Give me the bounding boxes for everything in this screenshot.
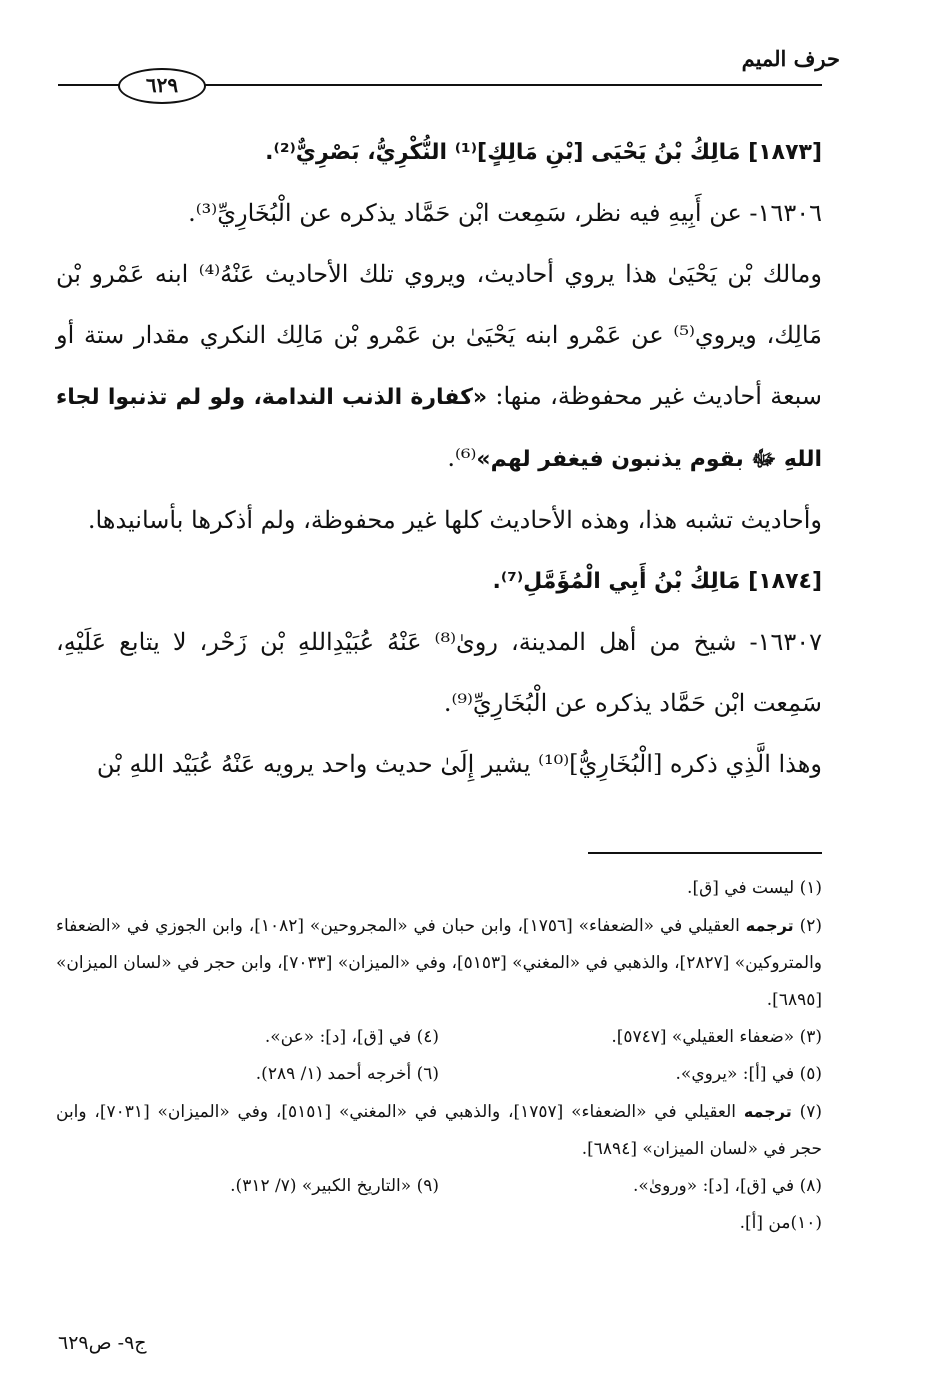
footnote-2-label: (٢) [799,916,822,936]
footnote-row-5-6 [56,1056,822,1093]
footnote-row-8-9 [56,1168,822,1205]
footnote-3: (٣) «ضعفاء العقيلي» [٥٧٤٧]. [611,1027,822,1047]
paragraph-malik [56,244,822,490]
hadith-quote: «كفارة الذنب الندامة، ولو لم تذنبوا لجاء اللهِ ﷻ بقوم يذنبون فيغفر لهم» [56,385,822,472]
entry-1874-title: [١٨٧٤] مَالِكُ بْنُ أَبِي الْمُؤَمَّلِ⁽⁷⁾. [492,569,822,594]
paragraph-last: وهذا الَّذِي ذكره [الْبُخَارِيُّ]⁽¹⁰⁾ يشير إِلَىٰ حديث واحد يرويه عَنْهُ عُبَيْد اللهِ بْن [96,750,822,778]
running-header-title: حرف الميم [741,46,840,71]
paragraph-16307: ١٦٣٠٧- شيخ من أهل المدينة، روىٰ⁽⁸⁾ عَنْهُ عُبَيْدِاللهِ بْن زَحْر، لا يتابع عَلَيْهِ، سَمِعت ابْن حَمَّاد يذكره عن الْبُخَارِيِّ⁽⁹⁾. [56,628,823,717]
volume-page-reference: ج٩- ص٦٢٩ [58,1332,147,1354]
footnote-separator [588,852,822,854]
footnote-5: (٥) في [أ]: «يروي». [675,1064,822,1084]
footnote-7-bold: ترجمه [743,1102,792,1121]
footnote-row-3-4 [56,1019,822,1056]
footnote-1: (١) ليست في [ق]. [687,878,822,898]
footnote-6: (٦) أخرجه أحمد (١/ ٢٨٩). [255,1064,439,1084]
footnote-4: (٤) في [ق]، [د]: «عن». [264,1027,439,1047]
footnote-7-label: (٧) [799,1102,822,1122]
paragraph-malik-text: ومالك بْن يَحْيَىٰ هذا يروي أحاديث، ويروي تلك الأحاديث عَنْهُ⁽⁴⁾ ابنه عَمْرو بْن مَالِك، ويروي⁽⁵⁾ عن عَمْرو ابنه يَحْيَىٰ بن عَمْرو بْن مَالِك النكري مقدار ستة أو سبعة أحاديث غير محفوظة، منها: [56,260,823,410]
footnote-8: (٨) في [ق]، [د]: «وروىٰ». [633,1176,822,1196]
paragraph-ahadith: وأحاديث تشبه هذا، وهذه الأحاديث كلها غير محفوظة، ولم أذكرها بأسانيدها. [87,506,822,534]
footnote-10: (١٠)من [أ]. [739,1213,822,1233]
footnote-2-bold: ترجمه [745,916,794,935]
entry-1873-title: [١٨٧٣] مَالِكُ بْنُ يَحْيَى [بْنِ مَالِكٍ]⁽¹⁾ النُّكْرِيُّ، بَصْرِيٌّ⁽²⁾. [265,140,822,165]
footnote-7-text: العقيلي في «الضعفاء» [١٧٥٧]، والذهبي في «المغني» [٥١٥١]، وفي «الميزان» [٧٠٣١]، وابن حجر في «لسان الميزان» [٦٨٩٤]. [56,1102,822,1159]
footnote-2 [56,907,822,1019]
main-text [56,122,822,795]
footnote-7 [56,1093,822,1168]
footnote-2-text: العقيلي في «الضعفاء» [١٧٥٦]، وابن حبان في «المجروحين» [١٠٨٢]، وابن الجوزي في «الضعفاء والمتروكين» [٢٨٢٧]، والذهبي في «المغني» [٥١٥٣]، وفي «الميزان» [٧٠٣٣]، وابن حجر في «لسان الميزان» [٦٨٩٥]. [56,916,822,1010]
footnote-9: (٩) «التاريخ الكبير» (٧/ ٣١٢). [230,1176,439,1196]
page-number-badge: ٦٢٩ [118,68,206,104]
hadith-quote-footnote-mark: ⁽⁶⁾. [447,444,477,472]
footnotes [56,870,822,1242]
paragraph-16306: ١٦٣٠٦- عن أَبِيهِ فيه نظر، سَمِعت ابْن حَمَّاد يذكره عن الْبُخَارِيِّ⁽³⁾. [188,199,822,227]
